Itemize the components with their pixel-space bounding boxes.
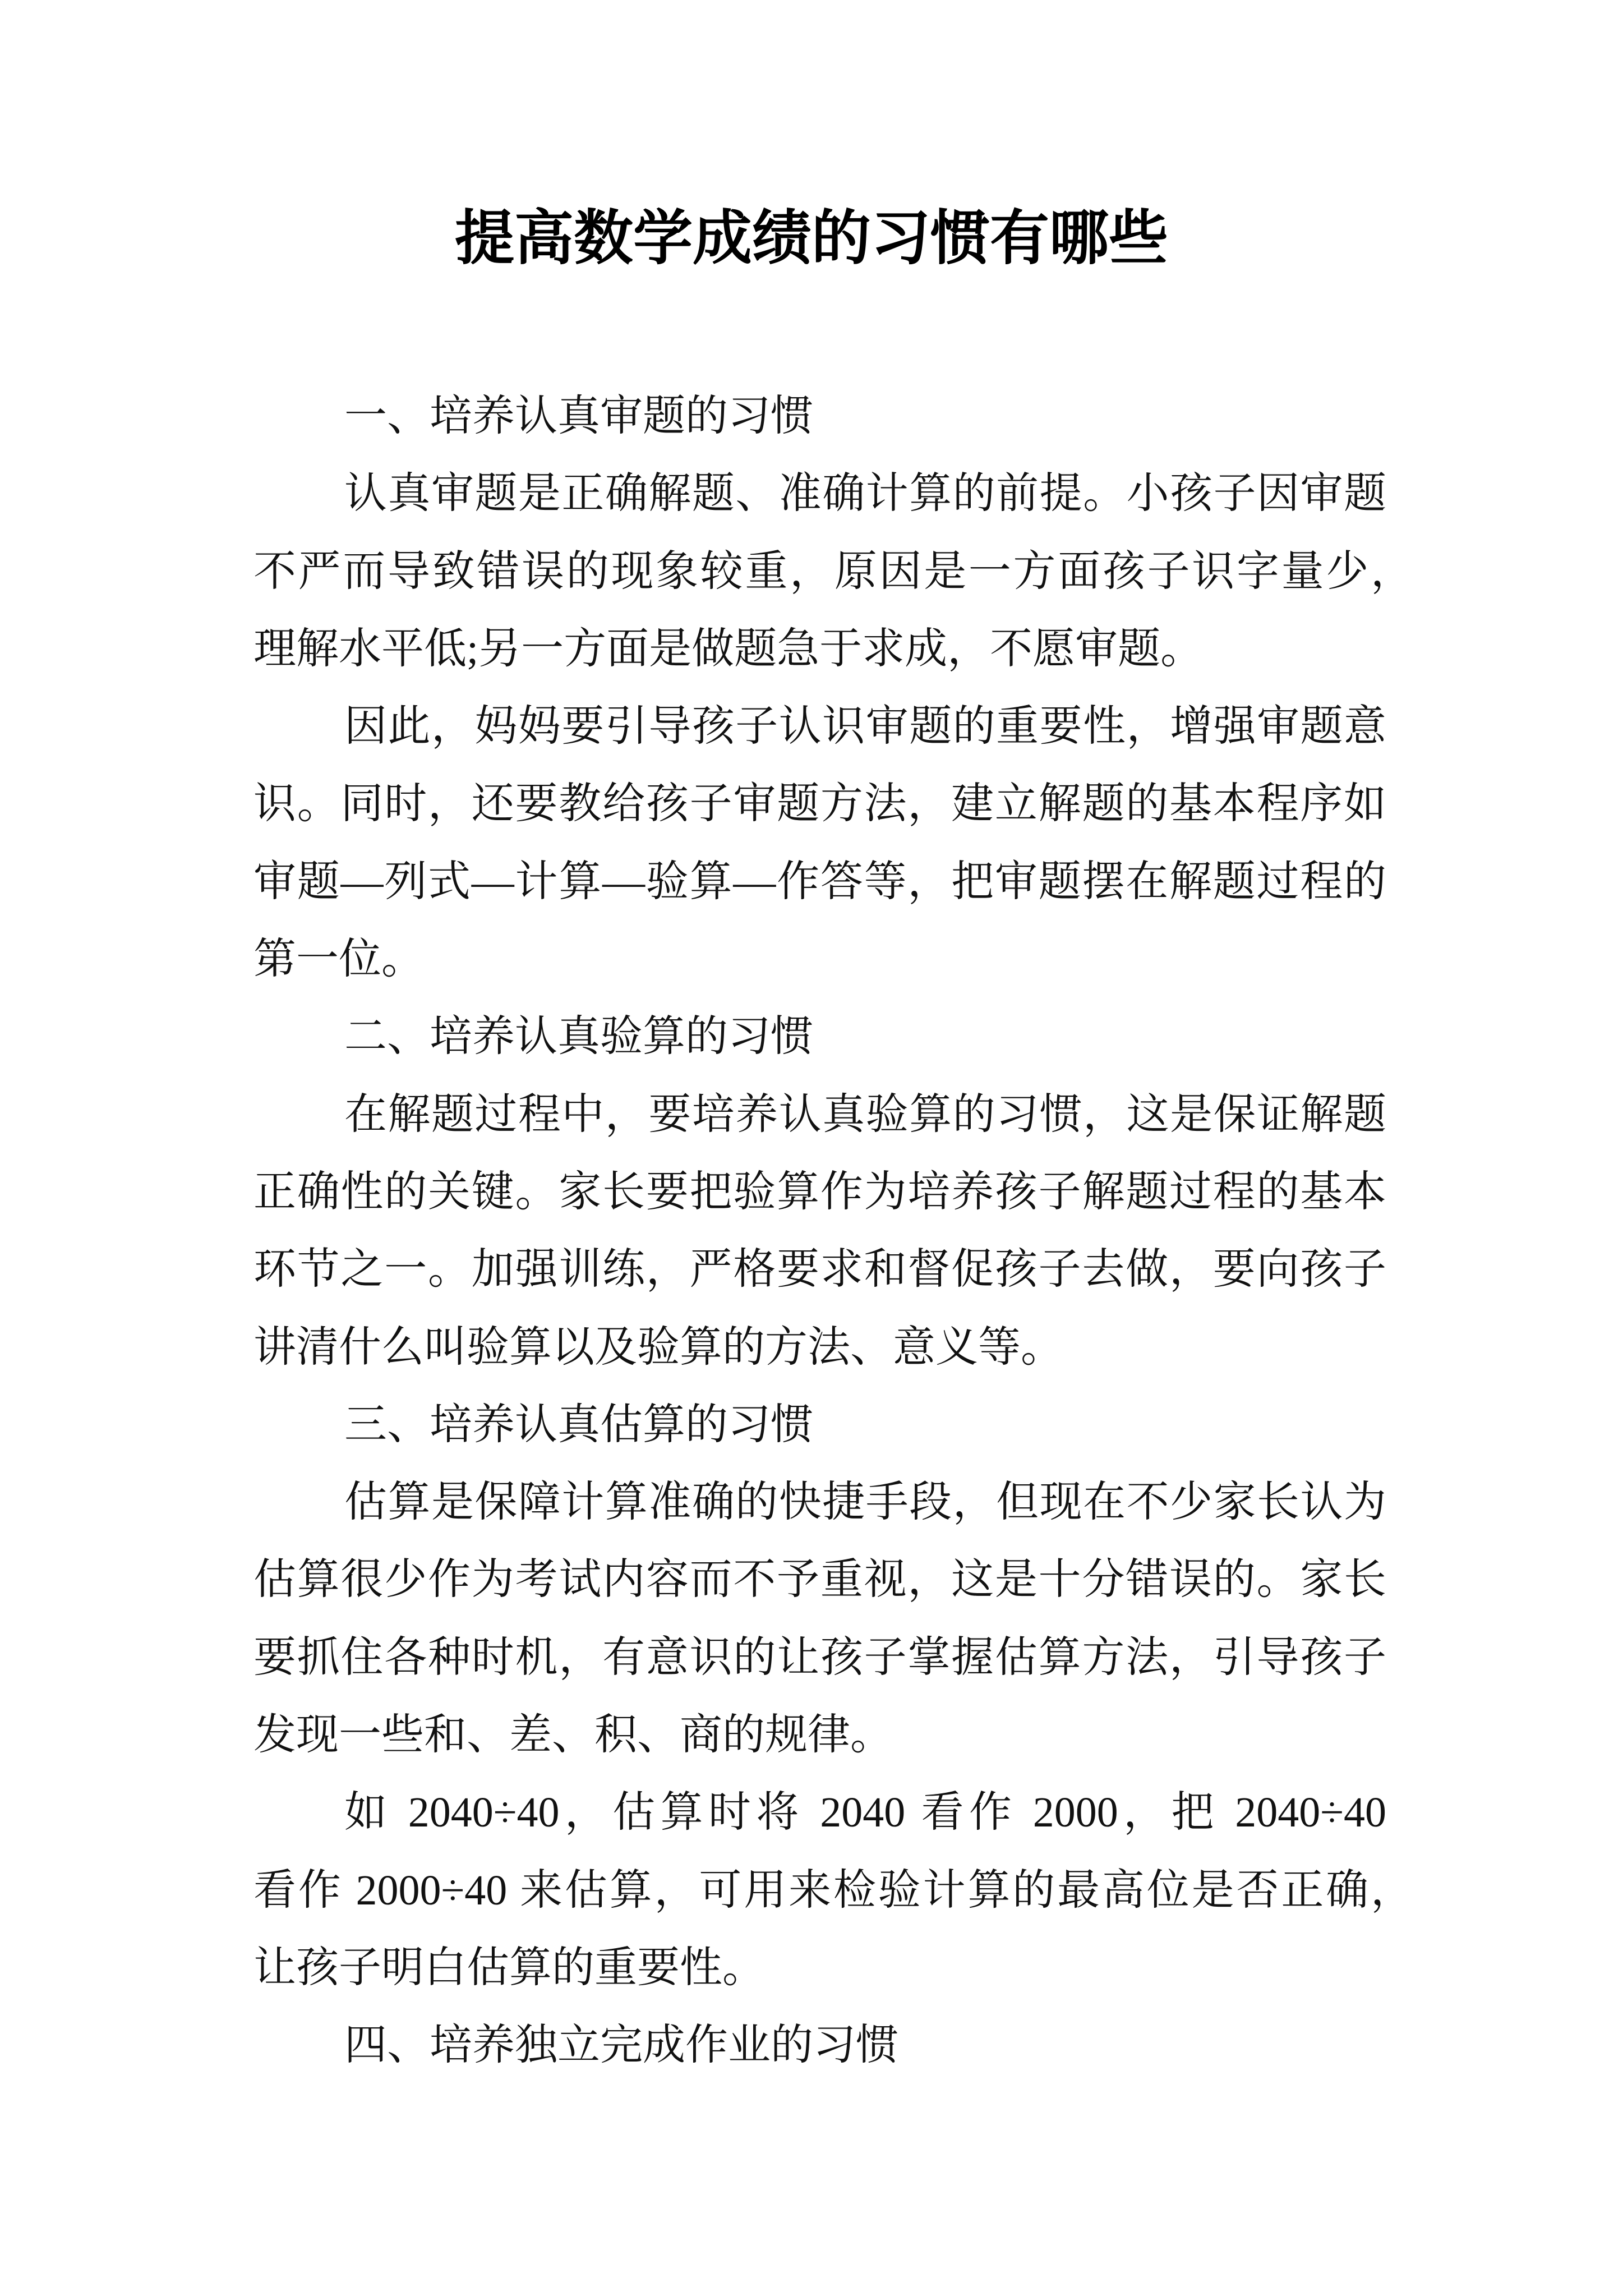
paragraph-line: 讲清什么叫验算以及验算的方法、意义等。	[253, 1323, 1063, 1371]
paragraph	[253, 688, 1413, 998]
paragraph-line: 看作 2000÷40 来估算，可用来检验计算的最高位是否正确，	[253, 1866, 1413, 1914]
section-heading: 三、培养认真估算的习惯	[344, 1401, 813, 1448]
paragraph-line: 要抓住各种时机，有意识的让孩子掌握估算方法，引导孩子	[253, 1634, 1386, 1681]
paragraph-line: 理解水平低;另一方面是做题急于求成，不愿审题。	[253, 625, 1204, 673]
section-heading: 四、培养独立完成作业的习惯	[344, 2022, 898, 2069]
paragraph-line: 正确性的关键。家长要把验算作为培养孩子解题过程的基本	[253, 1168, 1386, 1216]
paragraph-line: 识。同时，还要教给孩子审题方法，建立解题的基本程序如	[253, 780, 1386, 828]
section-heading: 一、培养认真审题的习惯	[344, 393, 813, 440]
section-3	[253, 1386, 1413, 2007]
paragraph-line: 不严而导致错误的现象较重，原因是一方面孩子识字量少，	[253, 547, 1413, 595]
paragraph-line: 审题—列式—计算—验算—作答等，把审题摆在解题过程的	[253, 858, 1386, 905]
paragraph-line: 估算是保障计算准确的快捷手段，但现在不少家长认为	[344, 1479, 1386, 1526]
paragraph	[253, 455, 1413, 688]
document-title: 提高数学成绩的习惯有哪些	[455, 206, 1168, 272]
section-2	[253, 998, 1413, 1386]
paragraph-line: 让孩子明白估算的重要性。	[253, 1944, 765, 1991]
section-heading: 二、培养认真验算的习惯	[344, 1013, 813, 1061]
paragraph-line: 认真审题是正确解题、准确计算的前提。小孩子因审题	[344, 470, 1386, 518]
paragraph	[253, 1774, 1413, 2007]
paragraph-line: 第一位。	[253, 936, 424, 983]
paragraph-line: 因此，妈妈要引导孩子认识审题的重要性，增强审题意	[344, 703, 1386, 751]
paragraph	[253, 1076, 1413, 1386]
section-4	[253, 2007, 1413, 2084]
paragraph	[253, 1464, 1413, 1774]
section-1	[253, 378, 1413, 998]
paragraph-line: 发现一些和、差、积、商的规律。	[253, 1711, 893, 1759]
document-body	[253, 378, 1413, 2085]
paragraph-line: 在解题过程中，要培养认真验算的习惯，这是保证解题	[344, 1091, 1386, 1138]
paragraph-line: 如 2040÷40，估算时将 2040 看作 2000，把 2040÷40	[344, 1789, 1386, 1837]
paragraph-line: 环节之一。加强训练，严格要求和督促孩子去做，要向孩子	[253, 1246, 1386, 1294]
paragraph-line: 估算很少作为考试内容而不予重视，这是十分错误的。家长	[253, 1556, 1386, 1604]
